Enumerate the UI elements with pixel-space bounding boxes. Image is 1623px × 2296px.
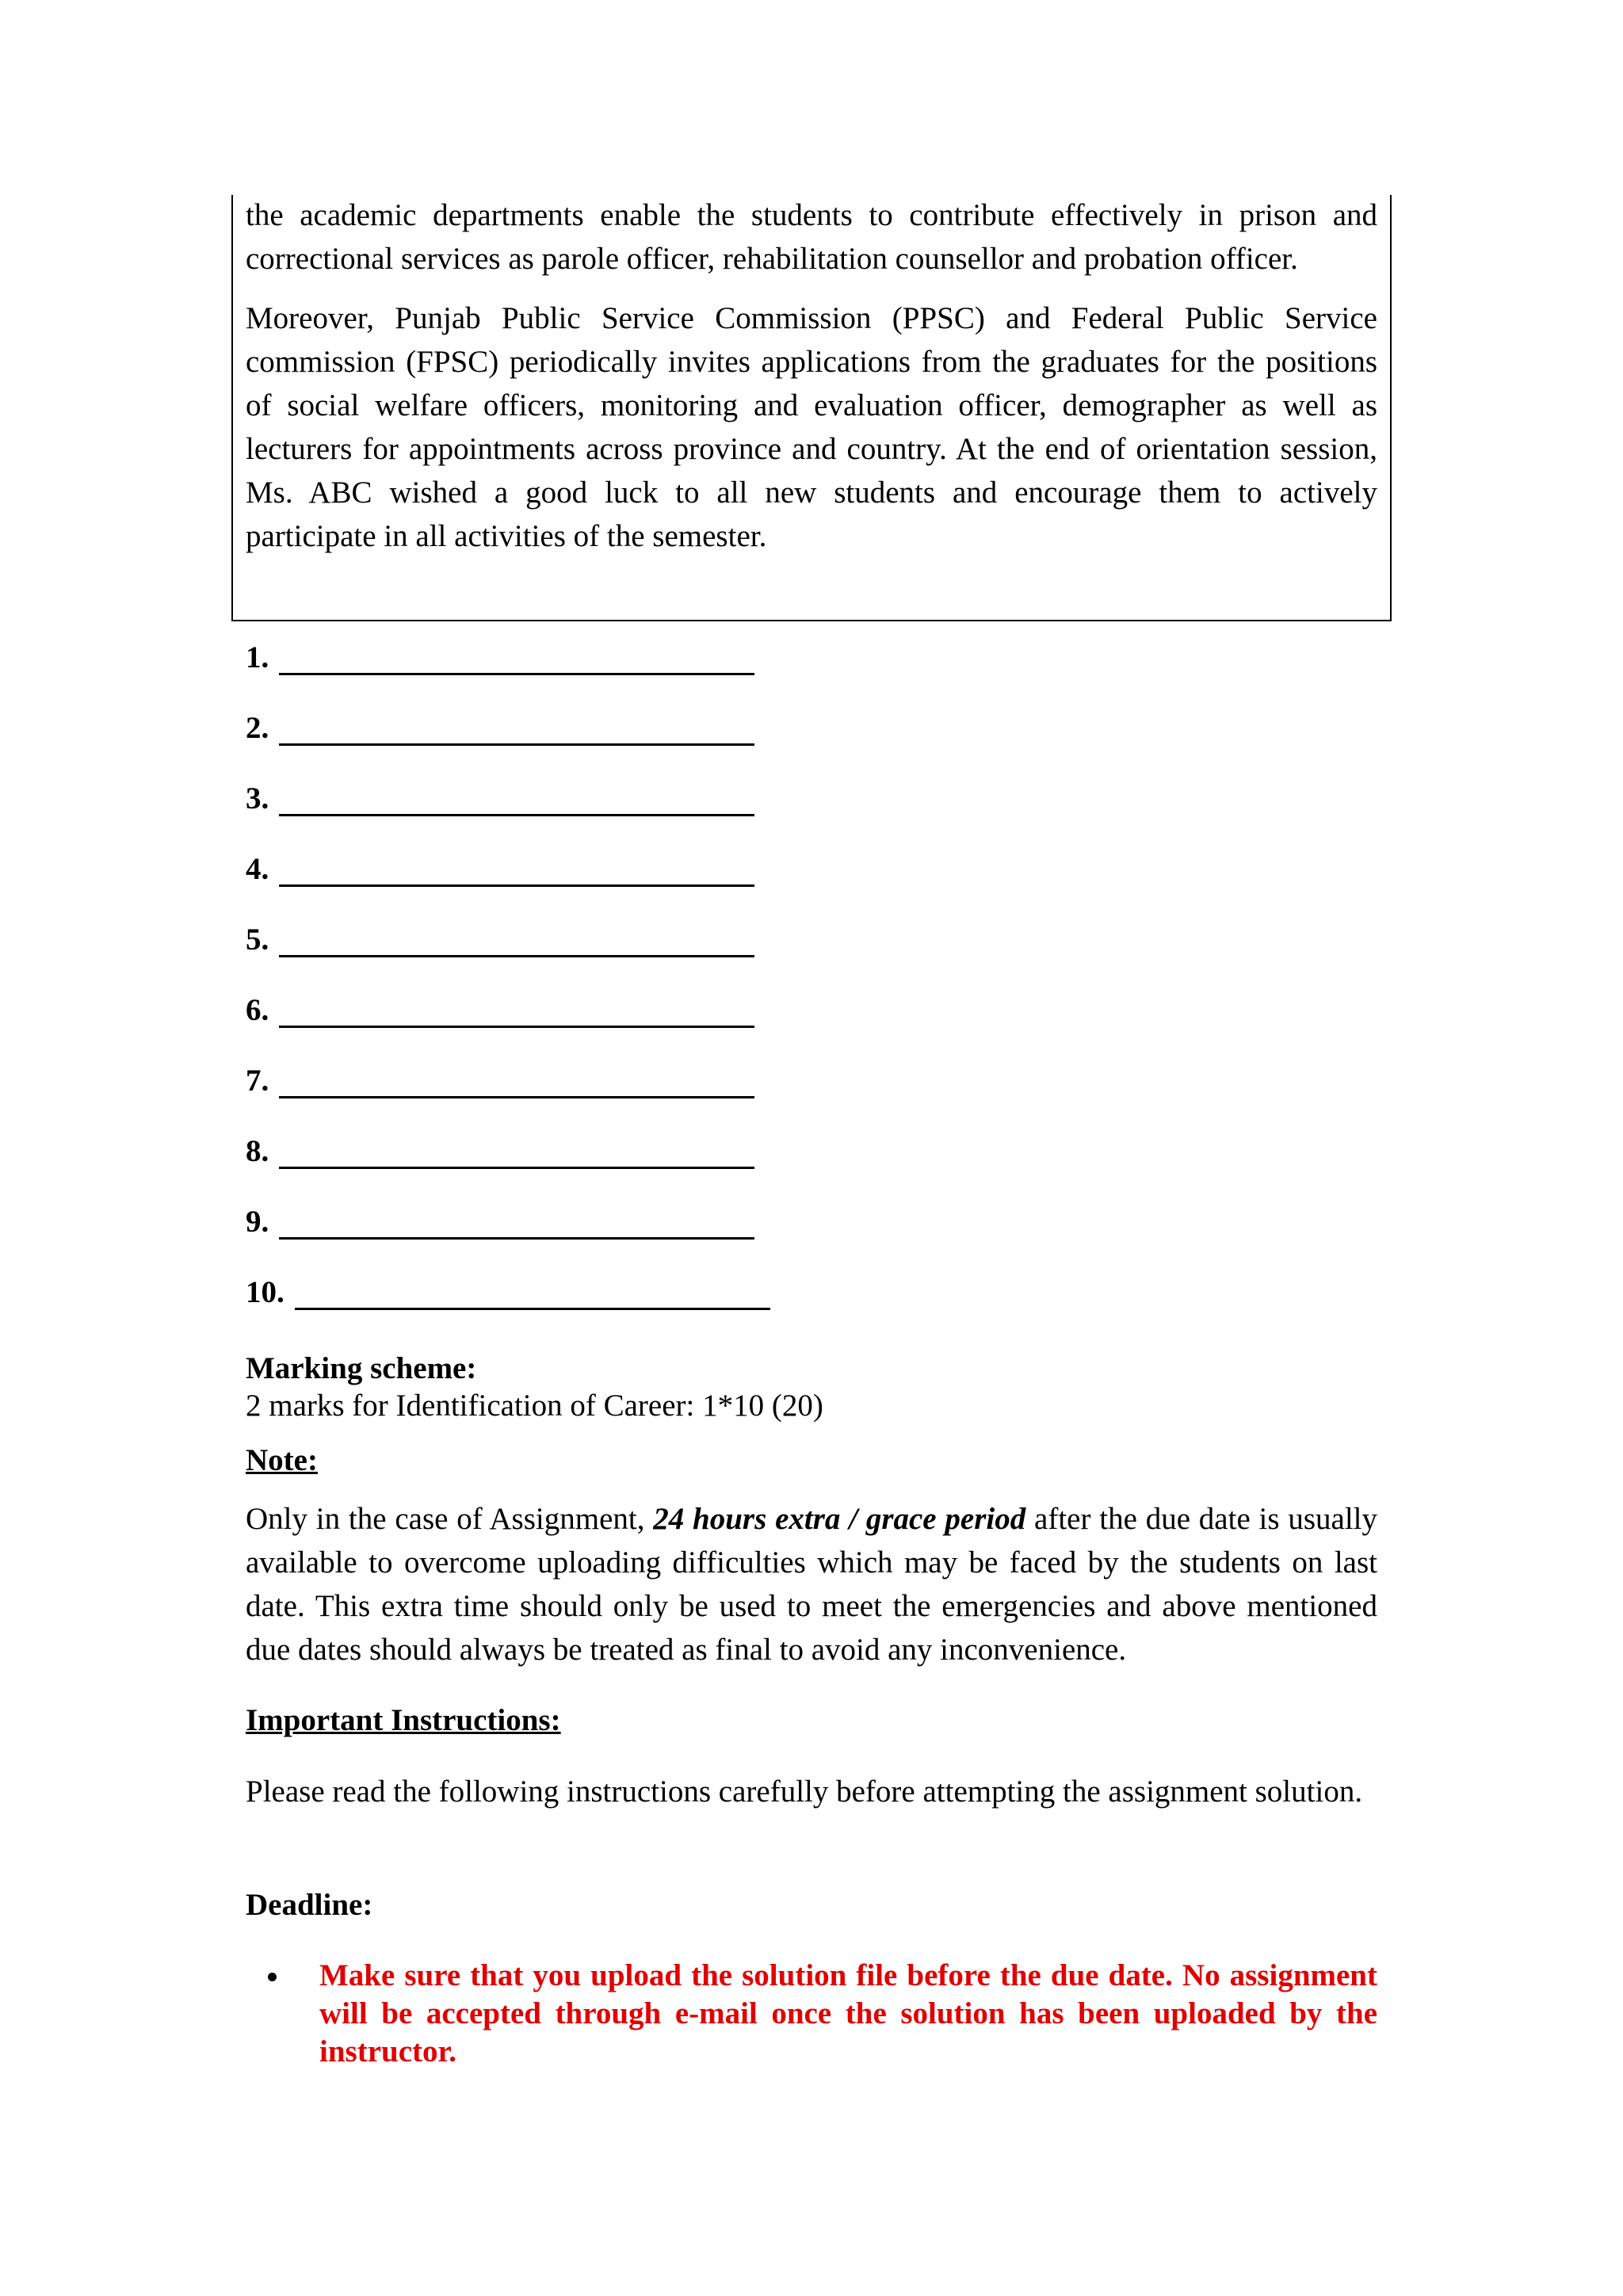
answer-blank[interactable] [279, 814, 754, 816]
answer-number: 3. [246, 781, 269, 816]
passage-paragraph-2: Moreover, Punjab Public Service Commission (PPSC) and Federal Public Service commission (FPSC) periodically invites applications from the graduates for the positions of social welfare officers, monitoring and evaluation officer, demographer as well as lecturers for appointments across province and country. At the end of orientation session, Ms. ABC wished a good luck to all new students and encourage them to actively participate in all activities of the semester. [246, 301, 1377, 553]
answer-item [246, 988, 880, 1059]
answer-item [246, 1129, 880, 1200]
answer-number: 9. [246, 1205, 269, 1239]
answer-number: 6. [246, 993, 269, 1027]
answer-item [246, 918, 880, 988]
answer-blank[interactable] [279, 1237, 754, 1240]
answer-blank[interactable] [295, 1308, 770, 1310]
deadline-warning-text: Make sure that you upload the solution file before the due date. No assignment will be accepted through e-mail once the solution has been uploaded by the instructor. [319, 1958, 1377, 2069]
important-instructions-heading: Important Instructions: [246, 1703, 561, 1737]
answer-item [246, 1200, 880, 1270]
marking-scheme-text: 2 marks for Identification of Career: 1*10 (20) [246, 1389, 823, 1423]
answer-item [246, 1059, 880, 1129]
answer-blank[interactable] [279, 884, 754, 887]
answer-number: 10. [246, 1275, 285, 1309]
note-heading: Note: [246, 1443, 318, 1477]
note-emphasis: 24 hours extra / grace period [653, 1502, 1026, 1536]
deadline-heading: Deadline: [246, 1888, 373, 1922]
answer-blank[interactable] [279, 743, 754, 746]
marking-scheme-heading: Marking scheme: [246, 1351, 477, 1385]
answer-item [246, 847, 880, 918]
answer-number: 8. [246, 1134, 269, 1168]
answer-item [246, 1270, 880, 1341]
answer-blank[interactable] [279, 1096, 754, 1098]
answer-item [246, 636, 880, 706]
answer-number: 5. [246, 923, 269, 957]
instructions-paragraph: Please read the following instructions carefully before attempting the assignment solution. [246, 1775, 1363, 1809]
note-paragraph [246, 1497, 1377, 1671]
answer-blank[interactable] [279, 673, 754, 675]
answer-number: 7. [246, 1064, 269, 1098]
answer-number: 4. [246, 852, 269, 886]
answer-number: 2. [246, 711, 269, 745]
note-rest: after the due date is usually available to overcome uploading difficulties which may be faced by the students on last date. This extra time should only be used to meet the emergencies and above mentioned due dates should always be treated as final to avoid any inconvenience. [246, 1502, 1378, 1667]
answer-blank[interactable] [279, 1167, 754, 1169]
answer-item [246, 706, 880, 777]
answer-blank[interactable] [279, 955, 754, 957]
passage-paragraph-1: the academic departments enable the students to contribute effectively in prison and correctional services as parole officer, rehabilitation counsellor and probation officer. [246, 198, 1377, 276]
answer-blank[interactable] [279, 1026, 754, 1028]
answer-list [246, 636, 880, 1341]
answer-item [246, 777, 880, 847]
answer-number: 1. [246, 640, 269, 674]
note-lead: Only in the case of Assignment, [246, 1502, 654, 1536]
deadline-bullet [262, 1957, 1377, 2071]
bullet-icon [268, 1973, 277, 1981]
